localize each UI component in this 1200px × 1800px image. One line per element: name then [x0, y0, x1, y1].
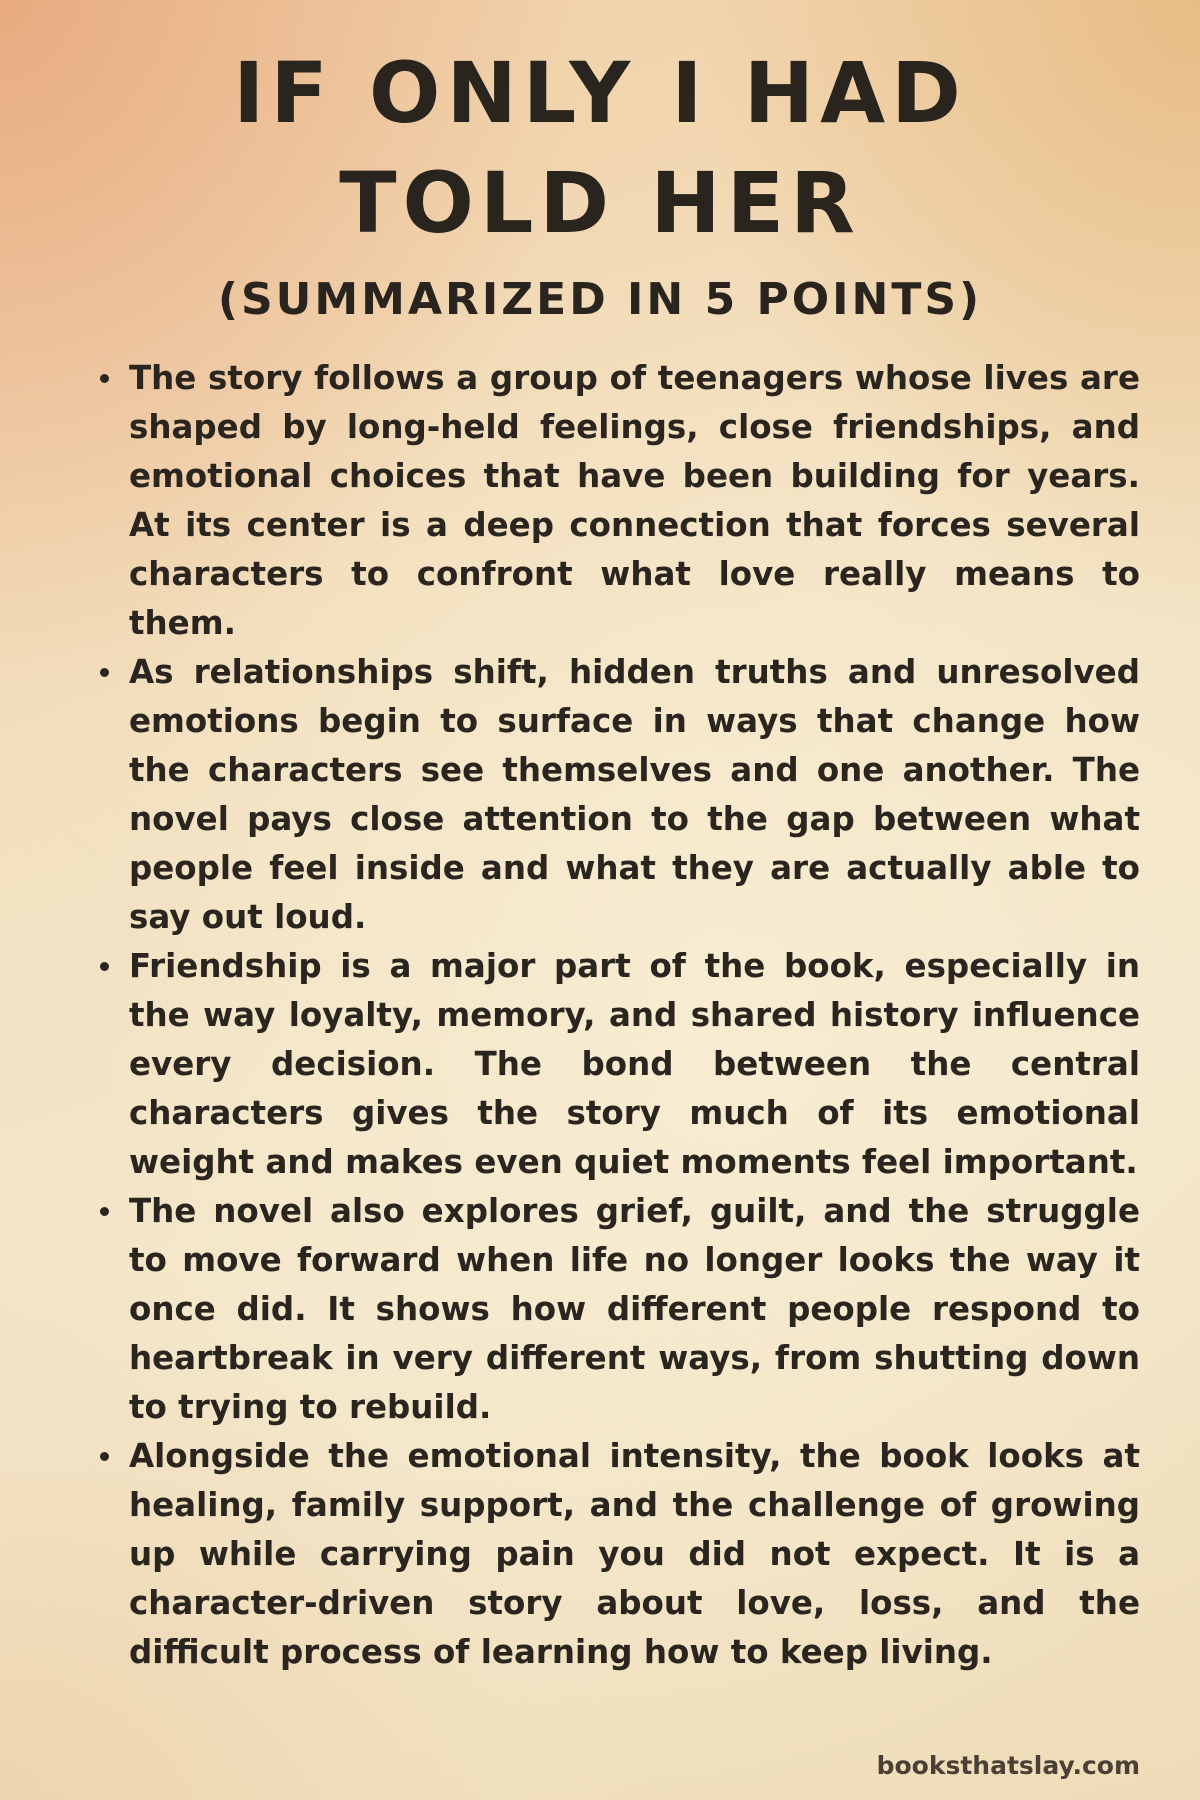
summary-point-4 [96, 1187, 1140, 1432]
summary-points-list [96, 354, 1140, 1677]
bullet-icon [100, 668, 109, 677]
summary-point-text: The novel also explores grief, guilt, and the struggle to move forward when life no longer looks the way it once did. It shows how different people respond to heartbreak in very different ways, from shutting down to trying to rebuild. [129, 1192, 1140, 1426]
summary-point-text: The story follows a group of teenagers whose lives are shaped by long-held feelings, close friendships, and emotional choices that have been building for years. At its center is a deep connection that forces several characters to confront what love really means to them. [129, 359, 1140, 642]
summary-point-text: As relationships shift, hidden truths and unresolved emotions begin to surface in ways that change how the characters see themselves and one another. The novel pays close attention to the gap between what people feel inside and what they are actually able to say out loud. [129, 653, 1140, 936]
summary-point-1 [96, 354, 1140, 648]
summary-point-2 [96, 648, 1140, 942]
summary-point-5 [96, 1432, 1140, 1677]
summary-point-text: Friendship is a major part of the book, especially in the way loyalty, memory, and shared history influence every decision. The bond between the central characters gives the story much of its emotional weight and makes even quiet moments feel important. [129, 947, 1140, 1181]
bullet-icon [100, 1207, 109, 1216]
book-title: IF ONLY I HAD TOLD HER [233, 44, 967, 252]
bullet-icon [100, 1452, 109, 1461]
summary-subtitle: (SUMMARIZED IN 5 POINTS) [217, 274, 983, 325]
summary-point-3 [96, 942, 1140, 1187]
summary-point-text: Alongside the emotional intensity, the book looks at healing, family support, and the challenge of growing up while carrying pain you did not expect. It is a character-driven story about love, loss, and the difficult process of learning how to keep living. [129, 1437, 1140, 1671]
bullet-icon [100, 374, 109, 383]
bullet-icon [100, 962, 109, 971]
website-credit: booksthatslay.com [876, 1751, 1140, 1780]
